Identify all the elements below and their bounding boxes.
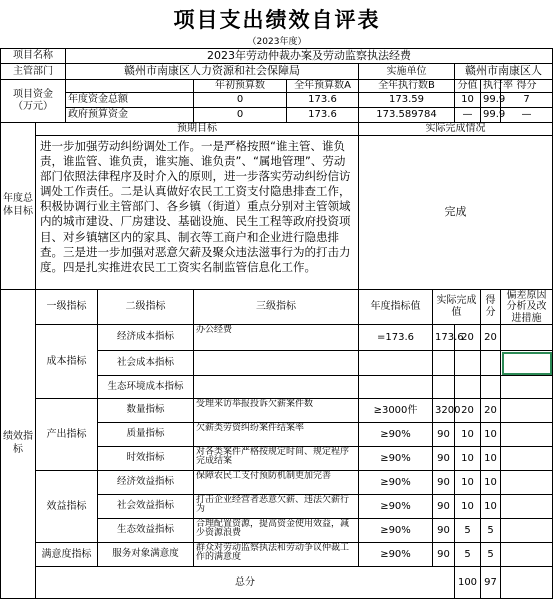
total-remark[interactable] bbox=[501, 567, 553, 599]
score[interactable]: 10 bbox=[481, 495, 501, 519]
indicator-header-level1: 一级指标 bbox=[36, 289, 98, 325]
funds-header-row bbox=[1, 80, 553, 93]
remark[interactable] bbox=[501, 325, 553, 351]
funds-header-value: 分值 bbox=[455, 80, 481, 93]
unit-label: 实施单位 bbox=[359, 64, 455, 80]
dept-label: 主管部门 bbox=[1, 64, 66, 80]
target-value[interactable]: ≥90% bbox=[359, 543, 433, 567]
funds-row-rate[interactable]: 99.9 bbox=[481, 92, 501, 107]
score[interactable]: 10 bbox=[481, 423, 501, 447]
remark[interactable] bbox=[501, 519, 553, 543]
indicator-header-level3: 三级指标 bbox=[194, 289, 359, 325]
funds-row-initial[interactable]: 0 bbox=[194, 92, 287, 107]
level2-indicator: 经济成本指标 bbox=[98, 325, 194, 351]
funds-header-executed: 全年执行数B bbox=[359, 80, 455, 93]
indicator-header-remark: 偏差原因分析及改进措施 bbox=[501, 289, 553, 325]
level3-indicator[interactable] bbox=[194, 351, 359, 376]
level3-indicator[interactable]: 保障农民工支付预防机制更加完善 bbox=[194, 471, 359, 495]
total-row bbox=[1, 567, 553, 599]
project-name-value[interactable]: 2023年劳动仲裁办案及劳动监察执法经费 bbox=[66, 49, 553, 64]
target-value[interactable]: ≥3000件 bbox=[359, 399, 433, 423]
dept-row bbox=[1, 64, 553, 80]
goals-row bbox=[1, 135, 553, 289]
funds-row-score-value[interactable]: — bbox=[455, 107, 481, 122]
score[interactable]: 5 bbox=[481, 519, 501, 543]
target-value[interactable]: ≥90% bbox=[359, 519, 433, 543]
level2-indicator: 经济效益指标 bbox=[98, 471, 194, 495]
actual-completion-text[interactable]: 完成 bbox=[359, 135, 553, 289]
indicator-header-score: 得分 bbox=[481, 289, 501, 325]
actual-value[interactable]: 90 bbox=[433, 447, 455, 471]
level3-indicator[interactable]: 打击企业经营者恶意欠薪、违法欠薪行为 bbox=[194, 495, 359, 519]
funds-row-executed[interactable]: 173.589784 bbox=[359, 107, 455, 122]
actual-value[interactable]: 90 bbox=[433, 495, 455, 519]
level1-benefit: 效益指标 bbox=[36, 471, 98, 543]
indicator-header-actual: 实际完成值 bbox=[433, 289, 481, 325]
total-value[interactable]: 100 bbox=[455, 567, 481, 599]
level1-satisfaction: 满意度指标 bbox=[36, 543, 98, 567]
unit-value[interactable]: 赣州市南康区人 bbox=[455, 64, 553, 80]
score[interactable] bbox=[481, 376, 501, 399]
target-value[interactable] bbox=[359, 351, 433, 376]
level2-indicator: 生态效益指标 bbox=[98, 519, 194, 543]
funds-row-score[interactable]: — bbox=[501, 107, 553, 122]
funds-row-name: 政府预算资金 bbox=[66, 107, 194, 122]
funds-label-line2: （万元） bbox=[13, 100, 53, 112]
total-score[interactable]: 97 bbox=[481, 567, 501, 599]
goals-header-row bbox=[1, 122, 553, 135]
page-title: 项目支出绩效自评表 bbox=[173, 8, 381, 32]
score-value[interactable] bbox=[455, 376, 481, 399]
level2-indicator: 社会成本指标 bbox=[98, 351, 194, 376]
level3-indicator[interactable]: 欠薪类劳资纠纷案件结案率 bbox=[194, 423, 359, 447]
score[interactable]: 10 bbox=[481, 471, 501, 495]
level1-output: 产出指标 bbox=[36, 399, 98, 471]
level2-indicator: 服务对象满意度 bbox=[98, 543, 194, 567]
remark[interactable] bbox=[501, 399, 553, 423]
score-value[interactable]: 20 bbox=[455, 399, 481, 423]
indicator-row bbox=[1, 325, 553, 351]
remark[interactable] bbox=[501, 376, 553, 399]
funds-row-annual[interactable]: 173.6 bbox=[287, 107, 359, 122]
funds-row bbox=[1, 107, 553, 122]
target-value[interactable]: ≥90% bbox=[359, 447, 433, 471]
remark-selected-cell[interactable] bbox=[501, 351, 553, 376]
actual-value[interactable]: 90 bbox=[433, 471, 455, 495]
remark[interactable] bbox=[501, 543, 553, 567]
level3-indicator[interactable]: 合理配置资源，提高资金使用效益，减少资源浪费 bbox=[194, 519, 359, 543]
funds-row-score[interactable]: 7 bbox=[501, 92, 553, 107]
year-label: （2023年度） bbox=[247, 37, 307, 47]
level3-indicator[interactable]: 受理来访举报投诉欠薪案件数 bbox=[194, 399, 359, 423]
actual-value[interactable]: 173.6 bbox=[433, 325, 455, 351]
remark[interactable] bbox=[501, 423, 553, 447]
total-label: 总分 bbox=[36, 567, 455, 599]
funds-header-initial: 年初预算数 bbox=[194, 80, 287, 93]
score[interactable]: 10 bbox=[481, 447, 501, 471]
indicator-header-level2: 二级指标 bbox=[98, 289, 194, 325]
annual-goal-label: 年度总体目标 bbox=[1, 122, 36, 289]
expected-goal-text[interactable]: 进一步加强劳动纠纷调处工作。一是严格按照“谁主管、谁负责，谁监管、谁负责，谁实施、谁负责”、“属地管理”、劳动部门依照法律程序及时介入的原则，进一步落实劳动纠纷信访调处工作责任。二是认真做好农民工工资支付隐患排查工作，积极协调行业主管部门、各乡镇（街道）重点分别对主管领域内的城市建设、厂房建设、基础设施、民生工程等政府投资项目、对乡镇辖区内的家具、制衣等工商户和企业进行隐患排查。三是进一步加强对恶意欠薪及聚众违法滋事行为的打击力度。四是扎实推进农民工工资实名制监管信息化工作。 bbox=[36, 135, 359, 289]
funds-row-annual[interactable]: 173.6 bbox=[287, 92, 359, 107]
expected-goal-header: 预期目标 bbox=[36, 122, 359, 135]
funds-row bbox=[1, 92, 553, 107]
funds-header-annual: 全年预算数A bbox=[287, 80, 359, 93]
indicator-row bbox=[1, 543, 553, 567]
funds-header-blank bbox=[66, 80, 194, 93]
level2-indicator: 质量指标 bbox=[98, 423, 194, 447]
remark[interactable] bbox=[501, 447, 553, 471]
funds-row-name: 年度资金总额 bbox=[66, 92, 194, 107]
funds-label bbox=[1, 80, 66, 123]
level2-indicator: 社会效益指标 bbox=[98, 495, 194, 519]
target-value[interactable]: ≥90% bbox=[359, 423, 433, 447]
level3-indicator[interactable]: 群众对劳动监察执法和劳动争议仲裁工作的满意度 bbox=[194, 543, 359, 567]
funds-header-rate: 执行率 bbox=[481, 80, 501, 93]
actual-value[interactable]: 90 bbox=[433, 543, 455, 567]
remark[interactable] bbox=[501, 495, 553, 519]
level3-indicator[interactable] bbox=[194, 376, 359, 399]
score-value[interactable]: 10 bbox=[455, 495, 481, 519]
score-value[interactable]: 20 bbox=[455, 325, 481, 351]
level2-indicator: 数量指标 bbox=[98, 399, 194, 423]
remark[interactable] bbox=[501, 471, 553, 495]
actual-value[interactable] bbox=[433, 351, 455, 376]
funds-row-rate[interactable]: 99.9 bbox=[481, 107, 501, 122]
level2-indicator: 生态环境成本指标 bbox=[98, 376, 194, 399]
score[interactable] bbox=[481, 351, 501, 376]
score-value[interactable]: 10 bbox=[455, 471, 481, 495]
target-value[interactable]: ≥90% bbox=[359, 495, 433, 519]
level1-cost: 成本指标 bbox=[36, 325, 98, 399]
score-value[interactable]: 5 bbox=[455, 519, 481, 543]
score-value[interactable]: 5 bbox=[455, 543, 481, 567]
funds-row-executed[interactable]: 173.59 bbox=[359, 92, 455, 107]
score-value[interactable] bbox=[455, 351, 481, 376]
funds-row-score-value[interactable]: 10 bbox=[455, 92, 481, 107]
target-value[interactable] bbox=[359, 376, 433, 399]
performance-indicators-label: 绩效指标 bbox=[1, 289, 36, 599]
target-value[interactable]: =173.6 bbox=[359, 325, 433, 351]
score-value[interactable]: 10 bbox=[455, 447, 481, 471]
actual-value[interactable]: 90 bbox=[433, 423, 455, 447]
actual-value[interactable]: 3200 bbox=[433, 399, 455, 423]
actual-value[interactable] bbox=[433, 376, 455, 399]
funds-label-line1: 项目资金 bbox=[13, 89, 53, 101]
actual-completion-header: 实际完成情况 bbox=[359, 122, 553, 135]
target-value[interactable]: ≥90% bbox=[359, 471, 433, 495]
dept-value[interactable]: 赣州市南康区人力资源和社会保障局 bbox=[66, 64, 359, 80]
level2-indicator: 时效指标 bbox=[98, 447, 194, 471]
project-name-row bbox=[1, 49, 553, 64]
score-value[interactable]: 10 bbox=[455, 423, 481, 447]
indicator-header-target: 年度指标值 bbox=[359, 289, 433, 325]
score[interactable]: 20 bbox=[481, 325, 501, 351]
funds-row-initial[interactable]: 0 bbox=[194, 107, 287, 122]
funds-header-score: 得分 bbox=[501, 80, 553, 93]
project-name-label: 项目名称 bbox=[1, 49, 66, 64]
level3-indicator[interactable]: 办公经费 bbox=[194, 325, 359, 351]
indicator-header-row bbox=[1, 289, 553, 325]
score[interactable]: 20 bbox=[481, 399, 501, 423]
level3-indicator[interactable]: 对各类案件严格按规定时间、规定程序完成结案 bbox=[194, 447, 359, 471]
indicator-row bbox=[1, 399, 553, 423]
score[interactable]: 5 bbox=[481, 543, 501, 567]
actual-value[interactable]: 90 bbox=[433, 519, 455, 543]
evaluation-table bbox=[0, 48, 553, 599]
indicator-row bbox=[1, 471, 553, 495]
